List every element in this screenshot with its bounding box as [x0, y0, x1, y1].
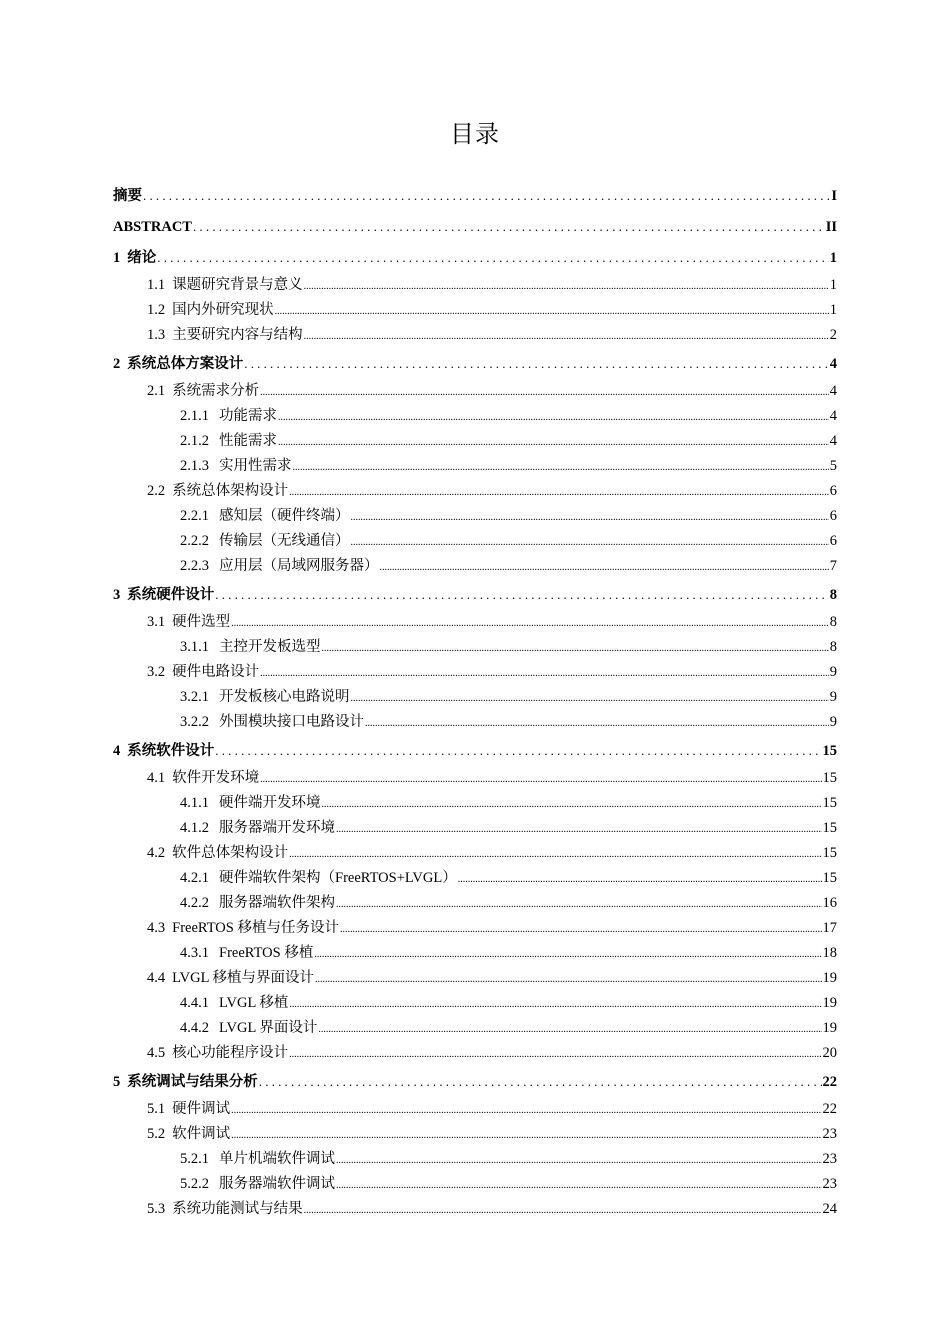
toc-entry-title: 软件总体架构设计: [172, 845, 289, 861]
toc-entry[interactable]: [113, 323, 837, 348]
toc-entry[interactable]: [113, 941, 837, 966]
toc-entry-page-number: 23: [822, 1151, 837, 1167]
toc-entry-title: 课题研究背景与意义: [172, 277, 303, 293]
toc-entry-page-number: 8: [829, 587, 837, 603]
toc-entry-number: 3.1: [147, 614, 166, 630]
toc-entry-number: 4.1: [147, 770, 166, 786]
toc-entry-title: 应用层（局域网服务器）: [219, 558, 379, 574]
toc-entry[interactable]: [113, 916, 837, 941]
toc-entry-number: 4.4: [147, 970, 166, 986]
toc-dot-leader: [351, 505, 829, 530]
toc-dot-leader: [380, 555, 829, 580]
toc-entry-title: 服务器端开发环境: [219, 820, 335, 836]
toc-entry-title: 系统软件设计: [127, 743, 215, 759]
toc-entry-number: 2: [113, 356, 121, 372]
toc-entry-title: LVGL 移植: [219, 995, 289, 1011]
toc-entry-page-number: I: [831, 188, 837, 204]
toc-entry[interactable]: [113, 735, 837, 766]
toc-entry-page-number: 1: [829, 302, 837, 318]
toc-entry-page-number: 4: [829, 408, 837, 424]
toc-entry[interactable]: [113, 791, 837, 816]
toc-entry[interactable]: [113, 610, 837, 635]
toc-entry-title: 绪论: [127, 250, 157, 266]
toc-entry-number: 2.1.3: [180, 458, 209, 474]
table-of-contents: [113, 180, 837, 1222]
toc-entry[interactable]: [113, 454, 837, 479]
toc-entry[interactable]: [113, 1097, 837, 1122]
toc-dot-leader: [336, 817, 822, 842]
toc-entry-number: 4.5: [147, 1045, 166, 1061]
toc-dot-leader: [304, 1198, 822, 1223]
toc-entry-number: 3.1.1: [180, 639, 209, 655]
toc-entry-page-number: 15: [822, 770, 837, 786]
toc-entry-title: LVGL 移植与界面设计: [172, 970, 315, 986]
toc-entry-number: 2.2.2: [180, 533, 209, 549]
toc-entry-number: 4: [113, 743, 121, 759]
toc-entry-title: 系统总体架构设计: [172, 483, 289, 499]
toc-entry-title: 系统需求分析: [172, 383, 260, 399]
toc-entry-number: 4.2.2: [180, 895, 209, 911]
toc-entry[interactable]: [113, 841, 837, 866]
toc-dot-leader: [304, 324, 829, 349]
toc-dot-leader: [315, 967, 821, 992]
toc-entry-number: 2.1.2: [180, 433, 209, 449]
toc-entry-title: FreeRTOS 移植与任务设计: [172, 920, 339, 936]
toc-dot-leader: [318, 1017, 821, 1042]
toc-entry-number: 3.2: [147, 664, 166, 680]
toc-entry-number: 2.1.1: [180, 408, 209, 424]
toc-dot-leader: [260, 661, 829, 686]
toc-entry-page-number: 8: [829, 639, 837, 655]
toc-entry-title: FreeRTOS 移植: [219, 945, 314, 961]
toc-entry[interactable]: [113, 685, 837, 710]
toc-entry-page-number: 24: [822, 1201, 837, 1217]
toc-dot-leader: [322, 636, 829, 661]
toc-entry-page-number: 9: [829, 664, 837, 680]
toc-entry-number: 4.3.1: [180, 945, 209, 961]
toc-entry-title: 性能需求: [219, 433, 277, 449]
toc-dot-leader: [215, 735, 821, 766]
toc-entry-title: 硬件端软件架构（FreeRTOS+LVGL）: [219, 870, 457, 886]
toc-entry-title: 外围模块接口电路设计: [219, 714, 364, 730]
toc-dot-leader: [231, 611, 829, 636]
toc-entry[interactable]: [113, 710, 837, 735]
toc-entry-page-number: 6: [829, 483, 837, 499]
toc-entry-page-number: 15: [822, 743, 837, 759]
toc-entry-title: 硬件选型: [172, 614, 231, 630]
toc-entry-page-number: 15: [822, 820, 837, 836]
toc-entry-page-number: 2: [829, 327, 837, 343]
toc-entry[interactable]: [113, 529, 837, 554]
toc-entry-title: 摘要: [113, 188, 142, 204]
toc-entry-page-number: 7: [829, 558, 837, 574]
toc-entry-number: 4.3: [147, 920, 166, 936]
toc-entry-page-number: 15: [822, 870, 837, 886]
toc-entry-page-number: 19: [822, 995, 837, 1011]
toc-dot-leader: [278, 430, 829, 455]
toc-entry-page-number: 9: [829, 714, 837, 730]
toc-entry[interactable]: [113, 1147, 837, 1172]
toc-entry-page-number: 4: [829, 356, 837, 372]
toc-entry-number: 1.1: [147, 277, 166, 293]
toc-entry-number: 4.2: [147, 845, 166, 861]
toc-entry[interactable]: [113, 966, 837, 991]
toc-entry-page-number: 19: [822, 1020, 837, 1036]
toc-entry[interactable]: [113, 1122, 837, 1147]
toc-dot-leader: [289, 480, 829, 505]
toc-entry-number: 3: [113, 587, 121, 603]
toc-entry-number: 5.2: [147, 1126, 166, 1142]
toc-entry-number: 4.1.1: [180, 795, 209, 811]
toc-entry-title: 国内外研究现状: [172, 302, 274, 318]
toc-entry-page-number: 4: [829, 433, 837, 449]
toc-dot-leader: [314, 942, 821, 967]
toc-entry-number: 5.1: [147, 1101, 166, 1117]
toc-entry-title: 软件调试: [172, 1126, 231, 1142]
toc-entry-number: 1.3: [147, 327, 166, 343]
toc-entry-number: 2.1: [147, 383, 166, 399]
toc-entry[interactable]: [113, 554, 837, 579]
toc-dot-leader: [289, 842, 821, 867]
toc-entry-title: 服务器端软件调试: [219, 1176, 335, 1192]
toc-entry-page-number: 1: [829, 277, 837, 293]
toc-dot-leader: [351, 530, 829, 555]
toc-entry[interactable]: [113, 211, 837, 242]
toc-dot-leader: [193, 211, 825, 242]
toc-entry-number: 2.2.3: [180, 558, 209, 574]
toc-dot-leader: [259, 1066, 822, 1097]
toc-entry-number: 4.2.1: [180, 870, 209, 886]
toc-dot-leader: [260, 380, 829, 405]
toc-entry-title: 服务器端软件架构: [219, 895, 335, 911]
toc-entry[interactable]: [113, 1066, 837, 1097]
toc-entry-title: 主要研究内容与结构: [172, 327, 303, 343]
toc-dot-leader: [336, 1173, 822, 1198]
toc-dot-leader: [293, 455, 829, 480]
toc-entry[interactable]: [113, 504, 837, 529]
toc-entry-page-number: 15: [822, 795, 837, 811]
toc-entry-title: 系统功能测试与结果: [172, 1201, 303, 1217]
toc-entry-number: 2.2: [147, 483, 166, 499]
toc-entry[interactable]: [113, 404, 837, 429]
toc-entry-title: 软件开发环境: [172, 770, 260, 786]
toc-dot-leader: [289, 1042, 821, 1067]
toc-dot-leader: [260, 767, 821, 792]
toc-dot-leader: [340, 917, 822, 942]
toc-entry-page-number: 9: [829, 689, 837, 705]
toc-entry-title: ABSTRACT: [113, 219, 192, 235]
toc-entry[interactable]: [113, 242, 837, 273]
toc-entry-title: LVGL 界面设计: [219, 1020, 318, 1036]
toc-entry-title: 实用性需求: [219, 458, 292, 474]
toc-entry-page-number: 5: [829, 458, 837, 474]
toc-entry-number: 4.4.2: [180, 1020, 209, 1036]
toc-entry-title: 核心功能程序设计: [172, 1045, 289, 1061]
toc-entry-title: 单片机端软件调试: [219, 1151, 335, 1167]
toc-dot-leader: [275, 299, 829, 324]
toc-entry-title: 硬件调试: [172, 1101, 231, 1117]
toc-entry-title: 系统调试与结果分析: [127, 1074, 258, 1090]
toc-entry[interactable]: [113, 273, 837, 298]
toc-entry[interactable]: [113, 866, 837, 891]
toc-entry[interactable]: [113, 579, 837, 610]
toc-entry-page-number: 6: [829, 533, 837, 549]
toc-entry-page-number: 22: [822, 1101, 837, 1117]
toc-entry-page-number: 17: [822, 920, 837, 936]
toc-entry-title: 硬件端开发环境: [219, 795, 321, 811]
toc-entry-title: 系统硬件设计: [127, 587, 215, 603]
toc-entry-page-number: II: [825, 219, 837, 235]
toc-entry[interactable]: [113, 891, 837, 916]
toc-entry-title: 传输层（无线通信）: [219, 533, 350, 549]
toc-dot-leader: [157, 242, 829, 273]
toc-dot-leader: [143, 180, 830, 211]
toc-entry[interactable]: [113, 1041, 837, 1066]
toc-entry-page-number: 19: [822, 970, 837, 986]
toc-entry[interactable]: [113, 766, 837, 791]
toc-entry[interactable]: [113, 660, 837, 685]
toc-entry-page-number: 15: [822, 845, 837, 861]
toc-entry[interactable]: [113, 379, 837, 404]
toc-entry[interactable]: [113, 1197, 837, 1222]
toc-dot-leader: [244, 348, 829, 379]
toc-entry-title: 主控开发板选型: [219, 639, 321, 655]
toc-dot-leader: [289, 992, 821, 1017]
toc-entry-page-number: 8: [829, 614, 837, 630]
toc-dot-leader: [458, 867, 822, 892]
toc-dot-leader: [351, 686, 829, 711]
toc-entry-number: 4.4.1: [180, 995, 209, 1011]
toc-entry[interactable]: [113, 1016, 837, 1041]
toc-entry-number: 3.2.1: [180, 689, 209, 705]
toc-entry-number: 1: [113, 250, 121, 266]
toc-entry-title: 开发板核心电路说明: [219, 689, 350, 705]
toc-entry[interactable]: [113, 429, 837, 454]
toc-dot-leader: [336, 1148, 822, 1173]
toc-entry-page-number: 6: [829, 508, 837, 524]
toc-entry-page-number: 20: [822, 1045, 837, 1061]
toc-entry-page-number: 1: [829, 250, 837, 266]
toc-entry-number: 5: [113, 1074, 121, 1090]
toc-dot-leader: [365, 711, 829, 736]
toc-dot-leader: [336, 892, 822, 917]
toc-dot-leader: [215, 579, 829, 610]
toc-entry-number: 2.2.1: [180, 508, 209, 524]
toc-entry-title: 系统总体方案设计: [127, 356, 244, 372]
toc-dot-leader: [231, 1098, 821, 1123]
toc-entry-number: 4.1.2: [180, 820, 209, 836]
toc-entry[interactable]: [113, 298, 837, 323]
toc-entry[interactable]: [113, 816, 837, 841]
toc-entry[interactable]: [113, 348, 837, 379]
toc-entry-page-number: 4: [829, 383, 837, 399]
page-title: 目录: [450, 120, 500, 148]
toc-dot-leader: [278, 405, 829, 430]
toc-entry-page-number: 16: [822, 895, 837, 911]
toc-entry-page-number: 23: [822, 1126, 837, 1142]
toc-entry-title: 功能需求: [219, 408, 277, 424]
toc-dot-leader: [322, 792, 822, 817]
toc-entry-number: 5.2.1: [180, 1151, 209, 1167]
toc-entry[interactable]: [113, 635, 837, 660]
toc-entry-number: 1.2: [147, 302, 166, 318]
toc-entry[interactable]: [113, 479, 837, 504]
toc-dot-leader: [304, 274, 829, 299]
toc-entry-page-number: 18: [822, 945, 837, 961]
toc-entry[interactable]: [113, 1172, 837, 1197]
toc-entry-number: 3.2.2: [180, 714, 209, 730]
toc-entry-page-number: 23: [822, 1176, 837, 1192]
toc-entry-title: 感知层（硬件终端）: [219, 508, 350, 524]
toc-entry-title: 硬件电路设计: [172, 664, 260, 680]
toc-dot-leader: [231, 1123, 821, 1148]
toc-entry-number: 5.2.2: [180, 1176, 209, 1192]
toc-entry-number: 5.3: [147, 1201, 166, 1217]
toc-entry-page-number: 22: [822, 1074, 837, 1090]
toc-entry[interactable]: [113, 180, 837, 211]
toc-entry[interactable]: [113, 991, 837, 1016]
